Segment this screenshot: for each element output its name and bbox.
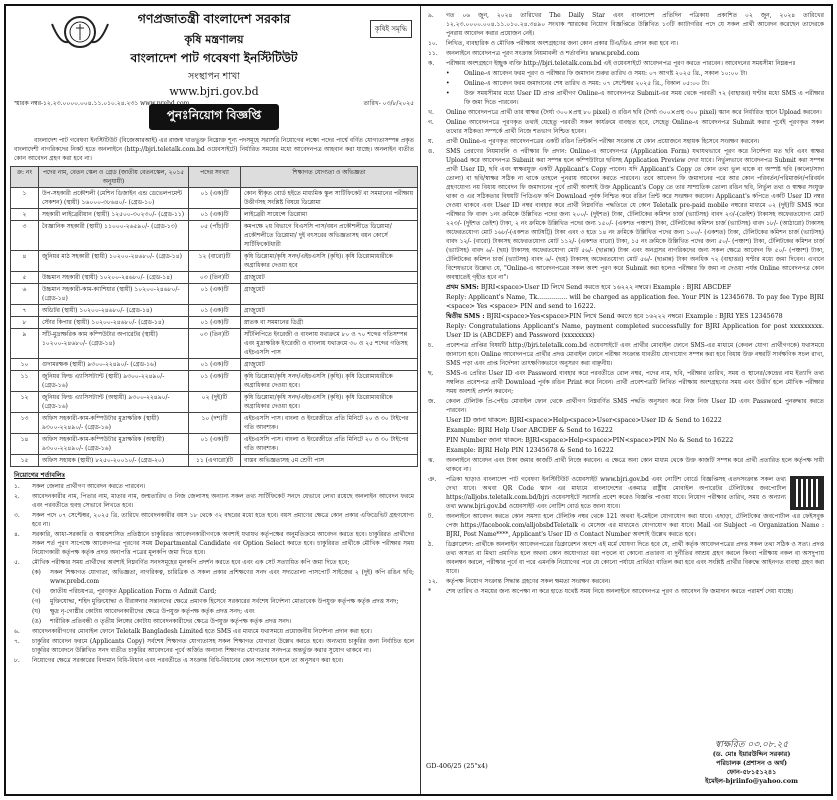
- sms-instruction: [424, 312, 828, 322]
- sms-text: Reply: Congratulations Applicant's Name, payment completed successfully for BJRI Application for post xxxxxxxxx. User ID is (ABCDEF) and Password (xxxxxxxx): [446, 323, 824, 339]
- table-cell: ১৪: [11, 434, 39, 455]
- table-cell: গ্রাজুয়েট: [241, 272, 418, 284]
- table-cell: ০১ (এক)টি: [189, 434, 241, 455]
- term-item: [424, 39, 828, 49]
- sms-instruction: [424, 293, 828, 312]
- table-cell: সাঁটলিপিতে ইংরেজী ও বাংলায় যথাক্রমে ৮০ ও ৭০ শব্দের গতিসম্পন্ন এবং মুদ্রাক্ষরিক ইংরেজী ও বাংলায় যথাক্রমে ৩০ ও ২৫ শব্দের গতিসহ এইচএসসি পাস: [241, 329, 418, 359]
- table-cell: ৮: [11, 317, 39, 329]
- term-text: Online আবেদনপত্রে প্রার্থী তার স্বাক্ষর (দৈর্ঘ্য ৩০০×প্রস্থ ৮০ pixel) ও রঙিন ছবি (দৈর্ঘ্য ৩০০×প্রস্থ ৩০০ pixel) স্ক্যান করে নির্ধারিত স্থানে Upload করবেন।: [446, 109, 822, 116]
- term-item: [10, 482, 418, 492]
- table-cell: কৃষি ডিপ্লোমা/কৃষি সনদ/এইচএসসি (কৃষি)। কৃষি ডিপ্লোমাধারীকে অগ্রাধিকার দেওয়া হবে: [241, 251, 418, 272]
- term-number: ৫.: [14, 559, 20, 566]
- table-cell: ০১ (এক)টি: [189, 209, 241, 221]
- table-cell: বৈজ্ঞানিক সহকারী (স্থায়ী) ১১০০০-২৬৫৯০/- (গ্রেড-১৩): [39, 221, 189, 251]
- table-cell: ৭: [11, 305, 39, 317]
- term-number: ছ.: [428, 370, 434, 377]
- term-item: [424, 341, 828, 369]
- column-divider: [420, 6, 421, 794]
- table-cell: জুনিয়র মাঠ সহকারী (স্থায়ী) ১০২০০-২৪৬৮০/- (গ্রেড-১৪): [39, 251, 189, 272]
- term-text: আবেদনকারীর নাম, পিতার নাম, মাতার নাম, জন্মতারিখ ও নিজ জেলাসহ অন্যান্য সকল তথ্য সার্টিফিকেট সনদে যেভাবে লেখা রয়েছে অনলাইন আবেদন ফরমে এবং পরবর্তীতে হুবহু সেভাবে লিখতে হবে।: [32, 493, 414, 509]
- term-text: [446, 512, 824, 539]
- term-text: মুক্তিযোদ্ধা, শহিদ মুক্তিযোদ্ধা ও বীরাঙ্গনার সন্তানদের ক্ষেত্রে প্রমাণক হিসেবে সরকারের সর্বশেষ নির্দেশনা মোতাবেক উপযুক্ত কর্তৃপক্ষ কর্তৃক প্রদত্ত সনদ;: [50, 598, 399, 605]
- gd-number: GD-406/25 (25"x4): [426, 762, 488, 770]
- term-text: গত ০৬ জুন, ২০২৪ তারিখের The Daily Star এবং বাংলাদেশ প্রতিদিন পত্রিকায় প্রকাশিত ০২ জুন, ২০২৪ তারিখের ১২.২৩.০০০০.০০৪.১১.০১০.২৪.৩৪৯০ সংখ্যক স্মারকের নিয়োগ বিজ্ঞপ্তিতে উল্লিখিত ১৩টি ক্যাটাগরির পদে যে সকল প্রার্থী আবেদন করেছেন তাদেরকে পুনরায় আবেদন করার প্রয়োজন নেই।: [446, 12, 824, 37]
- table-row: [11, 251, 418, 272]
- term-number: চ.: [428, 342, 434, 349]
- term-item: [424, 59, 828, 69]
- term-number: ঠ.: [428, 541, 434, 548]
- term-item: [10, 637, 418, 656]
- table-cell: জুনিয়র ফিল্ড এ্যাসিসট্যান্ট (স্থায়ী) ৯৩০০-২২৪৯০/- (গ্রেড-১৬): [39, 371, 189, 392]
- term-item: [10, 587, 418, 597]
- right-column: [424, 8, 828, 792]
- term-text: অনলাইনে আবেদনপত্র পূরণ সংক্রান্ত নিয়মাবলী ও শর্তাবলিঃ www.prebd.com: [446, 50, 640, 57]
- term-number: খ.: [428, 109, 434, 116]
- signatory-name: (ড. মোঃ ইয়ারউদ্দিন সরকার): [712, 750, 791, 758]
- signature-block: [705, 741, 798, 786]
- sms-label: প্রথম SMS:: [446, 284, 479, 291]
- term-number: ঙ.: [428, 148, 435, 155]
- term-item: [10, 597, 418, 607]
- table-cell: অফিস সহকারী-কাম-কম্পিউটার মুদ্রাক্ষরিক (অস্থায়ী) ৯৩০০-২২৪৯০/- (গ্রেড-১৬): [39, 434, 189, 455]
- term-content: শেষ তারিখ ও সময়ের জন্য অপেক্ষা না করে হাতে যথেষ্ট সময় নিয়ে অনলাইনে আবেদনপত্র পূরণ ও আবেদন ফি জমাদান করতে পরামর্শ দেয়া যাচ্ছে।: [446, 588, 794, 595]
- term-number: ২.: [14, 493, 20, 500]
- term-text: [446, 475, 824, 511]
- term-item: [424, 108, 828, 118]
- term-item: [10, 511, 418, 530]
- term-number: (খ): [32, 588, 41, 595]
- term-item: [10, 617, 418, 627]
- term-number: ৩.: [14, 512, 20, 519]
- table-cell: ১১: [11, 371, 39, 392]
- table-row: [11, 329, 418, 359]
- term-item: [424, 512, 828, 540]
- bullet-icon: •: [446, 70, 450, 77]
- term-number: *: [428, 588, 431, 595]
- table-cell: ৩: [11, 221, 39, 251]
- table-row: [11, 209, 418, 221]
- table-cell: কোন স্বীকৃত বোর্ড হইতে মাধ্যমিক স্কুল সার্টিফিকেট বা সমমানের পরীক্ষায় উত্তীর্ণসহ সংশ্লিষ্ট বিষয়ে ডিপ্লোমা: [241, 188, 418, 209]
- term-number: ৯.: [428, 12, 434, 19]
- term-text: জাতীয় পরিচয়পত্র, পূরণকৃত Application Form ও Admit Card;: [50, 588, 217, 595]
- term-item: [10, 558, 418, 568]
- bullet-icon: •: [446, 90, 450, 97]
- term-content: ডিক্লারেশন: প্রার্থীকে অনলাইন আবেদনপত্রের ডিক্লারেশন অংশে এই মর্মে ঘোষণা দিতে হবে যে, প্রার্থী কর্তৃক আবেদনপত্রের প্রদত্ত সকল তথ্য সঠিক ও সত্য। প্রদত্ত তথ্য অসত্য বা মিথ্যা প্রমাণিত হলে অথবা কোন অযোগ্যতা ধরা পড়লে বা কোনো প্রতারণা বা দুর্নীতির আশ্রয় গ্রহণ করলে কিংবা পরীক্ষায় নকল বা অসদুপায় অবলম্বন করলে, পরীক্ষার পূর্বে বা পরে এমনকি নিয়োগের পরে যে কোনো পর্যায়ে প্রার্থিতা বাতিল করা হবে এবং সংশ্লিষ্ট প্রার্থীর বিরুদ্ধে আইনগত ব্যবস্থা গ্রহণ করা যাবে।: [446, 541, 824, 575]
- table-cell: এইচএসসি পাস। বাংলা ও ইংরেজীতে প্রতি মিনিটে ২০ ও ৩০ টাইপের গতি আবশ্যক।: [241, 434, 418, 455]
- table-row: [11, 284, 418, 305]
- recovery-line-text: User ID জানা থাকলে: BJRI<space>Help<space>User<space>User ID & Send to 16222: [446, 417, 722, 424]
- table-cell: অফিস সহকারী-কাম-কম্পিউটার মুদ্রাক্ষরিক (স্থায়ী) ৯৩০০-২২৪৯০/- (গ্রেড-১৬): [39, 413, 189, 434]
- term-item: [424, 577, 828, 587]
- term-text: Online আবেদনপত্রে পূরণকৃত তথ্যই যেহেতু পরবর্তী সকল কার্যক্রমে ব্যবহৃত হবে, সেহেতু Online-এ আবেদনপত্র Submit করার পূর্বেই পূরণকৃত সকল তথ্যের সঠিকতা সম্পর্কে প্রার্থী নিজে শতভাগ নিশ্চিত হবেন।: [446, 119, 824, 135]
- table-row: [11, 305, 418, 317]
- terms-title: নিয়োগের শর্তাবলিঃ: [14, 471, 66, 479]
- term-number: ৮.: [14, 657, 20, 664]
- intro-paragraph: বাংলাদেশ পাট গবেষণা ইনস্টিটিউট (বিজেআরআই) এর রাজস্ব খাতভুক্ত নিম্নোক্ত শূন্য পদসমূহে সরাসরি নিয়োগের লক্ষ্যে পদের পার্শ্বে বর্ণিত যোগ্যতাসম্পন্ন প্রকৃত বাংলাদেশী নাগরিকদের নিকট হতে অনলাইনে (http://bjri.teletalk.com.bd ওয়েবসাইটে) নির্ধারিত সময়ের মধ্যে আবেদনপত্র আহবান করা যাচ্ছে। অনলাইন ব্যতীত কোন আবেদন গ্রহণ করা হবে না।: [14, 137, 414, 162]
- bullet-text: Online-এ আবেদন ফরম পূরণ ও পরীক্ষার ফি জমাদান শুরুর তারিখ ও সময়: ০৭ আগষ্ট ২০২৫ খ্রি., সকাল ১০:০০ টা।: [464, 70, 748, 77]
- memo-number: স্মারক নম্বর-১২.২৩.০০০০.০০৪.১১.০১০.২৪.২৩১ www.prebd.com: [14, 100, 190, 107]
- term-number: ৭.: [14, 638, 20, 645]
- bullet-text: Online-এ আবেদন ফরম জমাদানের শেষ তারিখ ও সময়: ০৭ সেপ্টেম্বর ২০২৫ খ্রি., বিকাল ০৫:০০ টা।: [464, 80, 709, 87]
- term-item: [424, 540, 828, 577]
- term-text: কেবল টেলিটক প্রি-পেইড মোবাইল ফোন থেকে প্রার্থীগণ নিম্নবর্ণিত SMS পদ্ধতি অনুসরণ করে নিজ নিজ User ID এবং Password পুনরুদ্ধার করতে পারবেন।: [446, 398, 824, 414]
- sms-line: [446, 322, 824, 340]
- term-text: প্রার্থী Online-এ পূরণকৃত আবেদনপত্রের একটি রঙিন প্রিন্টকপি পরীক্ষা সংক্রান্ত যে কোন প্রয়োজনে সহায়ক হিসেবে সংরক্ষণ করবেন।: [446, 138, 760, 145]
- sms-instruction: [424, 283, 828, 293]
- term-number: (ক): [32, 569, 41, 576]
- term-text: [446, 456, 824, 474]
- term-text: আবেদনকারীগণের মোবাইল ফোনে Teletalk Bangladesh Limited হতে SMS এর মাধ্যমে যথাসময়ে প্রয়োজনীয় নির্দেশনা প্রদান করা হবে।: [32, 628, 372, 635]
- table-cell: ৫: [11, 272, 39, 284]
- term-item: [10, 530, 418, 558]
- table-cell: ১২: [11, 392, 39, 413]
- term-text: SMS-এ প্রেরিত User ID এবং Password ব্যবহার করে পরবর্তীতে রোল নম্বর, পদের নাম, ছবি, পরীক্ষার তারিখ, সময় ও স্থানের/কেন্দ্রের নাম ইত্যাদি তথ্য সম্বলিত প্রবেশপত্র প্রার্থী Download পূর্বক রঙিন Print করে নিবেন। প্রার্থী প্রবেশপত্রটি লিখিত পরীক্ষায় অংশগ্রহণের সময় এবং উত্তীর্ণ হলে মৌখিক পরীক্ষার সময় অবশ্যই প্রদর্শন করবেন;: [446, 370, 824, 395]
- table-cell: কৃষি ডিপ্লোমা/কৃষি সনদ/এইচএসসি (কৃষি)। কৃষি ডিপ্লোমাধারীকে অগ্রাধিকার দেওয়া হবে।: [241, 371, 418, 392]
- government-title: গণপ্রজাতন্ত্রী বাংলাদেশ সরকার: [137, 11, 291, 26]
- term-number: (ঙ): [32, 618, 42, 625]
- term-text: SMS প্রেরণের নিয়মাবলি ও পরীক্ষার ফি প্রদান: Online-এ আবেদনপত্র (Application Form) যথাযথভাবে পূরণ করে নির্দেশনা মত ছবি এবং স্বাক্ষর Upload করে আবেদনপত্র Submit করা সম্পন্ন হলে কম্পিউটারে ছবিসহ Application Preview দেখা যাবে। নির্ভুলভাবে আবেদনপত্র Submit করা সম্পন্ন প্রার্থী User ID, ছবি এবং স্বাক্ষরযুক্ত একটি Applicant's Copy পাবেন। যদি Applicant's Copy তে কোন তথ্য ভুল থাকে বা অস্পষ্ট ছবি (কালো/সাদা তোলা) বা ছবি/স্বাক্ষর সঠিক না থাকে তাহলে পুনরায় আবেদন করতে পারবেন। তবে আবেদন ফি জমাদানের পরে আর কোন পরিবর্তন/পরিমার্জন/পরিবর্ধন গ্রহণযোগ্য নয় বিধায় আবেদন ফি জমাদানের পূর্বে প্রার্থী অবশ্যই উক্ত Applicant's Copy তে তার সাম্প্রতিক তোলা রঙিন ছবি, নির্ভুল তথ্য ও স্বাক্ষর সংযুক্ত থাকা ও এর সঠিকতার বিষয়টি পিডিএফ কপি Download পূর্বক নিশ্চিত করে রঙিন প্রিন্ট করে সংরক্ষণ করবেন। Applicant's কপিতে একটি User ID নম্বর দেওয়া থাকবে এবং User ID নম্বর ব্যবহার করে প্রার্থী নিম্নবর্ণিত পদ্ধতিতে যে কোন Teletalk pre-paid mobile নম্বরের মাধ্যমে ০২ (দুই)টি SMS করে পরীক্ষার ফি বাবদ ১নং ক্রমিকে উল্লিখিত পদের জন্য ২০০/- (দুইশত) টাকা, টেলিটকের কমিশন চার্জ (ভ্যাটসহ) বাবদ ২৩/-(তেইশ) টাকাসহ অফেরতযোগ্য মোট ২২৩/- (দুইশত তেইশ) টাকা, ২ নং ক্রমিকে উল্লিখিত পদের জন্য ১৫০/- (একশত পঞ্চাশ) টাকা, টেলিটকের কমিশন চার্জ (ভ্যাটসহ) বাবদ ১৮/- (আঠারো) টাকাসহ অফেরতযোগ্য মোট ১৬৮/-(একশত আটষট্টি) টাকা এবং ৩ হতে ১৪ নং ক্রমিকে উল্লিখিত পদের জন্য ১০০/- (একশত) টাকা, টেলিটকের কমিশন চার্জ (ভ্যাটসহ) বাবদ ১২/- (বারো) টাকাসহ অফেরতযোগ্য মোট ১১২/- (একশত বারো) টাকা, ১৫ নং ক্রমিকে উল্লিখিত পদের জন্য ৫০/- (পঞ্চাশ) টাকা, টেলিটকের কমিশন চার্জ (ভ্যাটসহ) বাবদ ৬/- (ছয়) টাকাসহ অফেরতযোগ্য মোট ৫৬/- (ছাপ্পান্ন) টাকা এবং অনগ্রসর নাগরিকদের জন্য সকল ক্ষেত্রে আবেদন ফি ৫০/- (পঞ্চাশ) টাকা, টেলিটকের কমিশন চার্জ (ভ্যাটসহ) বাবদ ৬/- (ছয়) টাকাসহ অফেরতযোগ্য মোট ৫৬/- (ছাপ্পান্ন) টাকা অনধিক ৭২ (বাহাত্তর) ঘণ্টার মধ্যে জমা দিবেন। এখানে বিশেষভাবে উল্লেখ্য যে, "Online-এ আবেদনপত্রের সকল অংশ পূরণ করে Submit করা হলেও পরীক্ষার ফি জমা না দেওয়া পর্যন্ত Online আবেদনপত্র কোন অবস্থাতেই গৃহীত হবে না"।: [446, 148, 824, 281]
- column-header: ক্র: নং: [11, 167, 39, 188]
- term-item: [424, 11, 828, 39]
- term-item: [10, 568, 418, 587]
- bullet-icon: •: [446, 80, 450, 87]
- term-item: [424, 475, 828, 512]
- table-row: [11, 434, 418, 455]
- table-cell: ০১ (এক)টি: [189, 359, 241, 371]
- table-cell: গ্রাজুয়েট: [241, 359, 418, 371]
- recovery-line-text: Example: BJRI Help PIN 12345678 & Send to 16222: [446, 447, 614, 454]
- notice-title: পুনঃনিয়োগ বিজ্ঞপ্তি: [149, 104, 279, 130]
- term-number: (গ): [32, 598, 41, 605]
- table-cell: ০১ (এক)টি: [189, 317, 241, 329]
- sms-text: BJRI<space>User ID লিখে Send করতে হবে ১৬২২২ নম্বরে। Example : BJRI ABCDEF: [480, 284, 732, 291]
- bullet-item: [424, 69, 828, 79]
- posts-table: [10, 166, 418, 467]
- column-header: শিক্ষাগত যোগ্যতা ও অভিজ্ঞতা: [241, 167, 418, 188]
- table-row: [11, 371, 418, 392]
- term-number: (ঘ): [32, 608, 41, 615]
- table-cell: ০৫ (পাঁচ)টি: [189, 221, 241, 251]
- term-text: সকল শিক্ষাগত যোগ্যতা, অভিজ্ঞতা, নাগরিকত্ব, চারিত্রিক ও সকল প্রকার প্রশিক্ষণের সনদ এবং সদ্যতোলা পাসপোর্ট সাইজের ২ (দুই) কপি রঙিন ছবি; www.prebd.com: [50, 569, 414, 585]
- table-cell: এইচএসসি পাস। বাংলা ও ইংরেজীতে প্রতি মিনিটে ২০ ও ৩০ টাইপের গতি আবশ্যক।: [241, 413, 418, 434]
- term-number: ১০.: [428, 40, 438, 47]
- table-cell: লাইব্রেরী সায়েন্সে ডিপ্লোমা: [241, 209, 418, 221]
- table-cell: ০৩ (তিন)টি: [189, 329, 241, 359]
- signatory-phone: ফোন-৫৮১৫১২৪১: [726, 768, 777, 776]
- term-item: [424, 147, 828, 283]
- term-text: শারীরিক প্রতিবন্ধী ও তৃতীয় লিঙ্গের কোটায় আবেদনকারীদের ক্ষেত্রে উপযুক্ত কর্তৃপক্ষ কর্তৃক প্রদত্ত সনদ।: [50, 618, 292, 625]
- table-cell: স্নাতক বা সমমানের ডিগ্রী: [241, 317, 418, 329]
- term-text: [446, 587, 824, 596]
- table-cell: ৯: [11, 329, 39, 359]
- term-number: ট.: [428, 513, 434, 520]
- term-text: ক্ষুদ্র নৃ-গোষ্ঠীর কোটায় আবেদনকারীদের ক্ষেত্রে উপযুক্ত কর্তৃপক্ষ কর্তৃক প্রদত্ত সনদ; এবং: [50, 608, 255, 615]
- table-cell: ১২ (বারো)টি: [189, 251, 241, 272]
- table-cell: ৪: [11, 251, 39, 272]
- term-text: মৌখিক পরীক্ষার সময় প্রার্থীদের অবশ্যই নিম্নবর্ণিত সনদসমূহের মূলকপি প্রদর্শন করতে হবে এবং এক সেট সত্যায়িত কপি জমা দিতে হবে;: [32, 559, 350, 566]
- table-cell: ০১ (এক)টি: [189, 305, 241, 317]
- table-cell: স্টোর কিপার (স্থায়ী) ১০২০০-২৪৬৮০/- (গ্রেড-১৪): [39, 317, 189, 329]
- term-item: [424, 587, 828, 597]
- term-number: ঝ.: [428, 457, 435, 464]
- term-text: পরীক্ষায় অংশগ্রহণে ইচ্ছুক ব্যক্তি http://bjri.teletalk.com.bd এই ওয়েবসাইটে আবেদনপত্র পূরণ করতে পারবেন। আবেদনের সময়সীমা নিম্নরূপঃ: [446, 60, 796, 67]
- table-cell: কৃষি ডিপ্লোমা/কৃষি সনদ/এইচএসসি (কৃষি)। কৃষি ডিপ্লোমাধারীকে অগ্রাধিকার দেওয়া হবে।: [241, 392, 418, 413]
- left-column: [10, 8, 418, 792]
- column-header: পদের নাম, বেতন স্কেল ও গ্রেড (জাতীয় বেতনস্কেল, ২০১৫ অনুযায়ী): [39, 167, 189, 188]
- term-text: প্রবেশপত্র প্রাপ্তির বিষয়টি http://bjri.teletalk.com.bd ওয়েবসাইটে এবং প্রার্থীর মোবাইল ফোনে SMS-এর মাধ্যমে (কেবল যোগ্য প্রার্থীগণকে) যথাসময়ে জানানো হবে। Online আবেদনপত্রে প্রার্থীর প্রদত্ত মোবাইল ফোনে পরীক্ষা সংক্রান্ত যাবতীয় যোগাযোগ সম্পন্ন করা হবে বিধায় উক্ত নম্বরটি সার্বক্ষণিক সচল রাখা, SMS পড়া এবং প্রাপ্ত নির্দেশনা তাৎক্ষণিকভাবে অনুসরণ করা বাঞ্ছনীয়।: [446, 342, 824, 367]
- term-item: [424, 118, 828, 137]
- term-number: ১২.: [428, 578, 438, 585]
- table-row: [11, 272, 418, 284]
- term-text: নিয়োগের ক্ষেত্রে সরকারের বিদ্যমান বিধি-বিধান এবং পরবর্তীতে এ সংক্রান্ত বিধি-বিধানের কোন সংশোধন হলে তা অনুসরণ করা হবে।: [32, 657, 344, 664]
- term-item: [10, 607, 418, 617]
- notice-frame: [4, 4, 833, 796]
- sms-label: দ্বিতীয় SMS :: [446, 313, 485, 320]
- signatory-title: পরিচালক (প্রশাসন ও অর্থ): [716, 759, 788, 767]
- institute-title: বাংলাদেশ পাট গবেষণা ইনস্টিটিউট: [130, 51, 298, 65]
- table-cell: সহকারী লাইব্রেরীয়ান (স্থায়ী) ১২৫০০-৩০২৩০/- (গ্রেড-১১): [39, 209, 189, 221]
- term-content: পত্রিকা ছাড়াও বাংলাদেশ পাট গবেষণা ইনস্টিটিউট ওয়েবসাইট www.bjri.gov.bd এবং নোটিশ বোর্ডে বিজ্ঞপ্তিসহ এতদসংক্রান্ত সকল তথ্য দেখা যাবে। অথবা QR Code স্ক্যান এর মাধ্যমে বাংলাদেশের একমাত্র রাষ্ট্রীয় মোবাইল অপারেটর টেলিটকের জবপোর্টাল https://alljobs.teletalk.com.bd/bjri ওয়েবসাইটে সরাসরি প্রবেশ করেও বিজ্ঞপ্তি পাওয়া যাবে। নিয়োগ পরীক্ষার তারিখ, সময় ও অন্যান্য তথ্য www.bjri.gov.bd ওয়েবসাইট এবং নোটিশ বোর্ড হতে জানা যাবে।: [446, 476, 786, 510]
- table-cell: ০২ (দুই)টি: [189, 392, 241, 413]
- table-cell: অডিটর (স্থায়ী) ১০২০০-২৪৬৮০/- (গ্রেড-১৪): [39, 305, 189, 317]
- term-text: চাকুরির আবেদন ফরমে (Applicants Copy) সর্বশেষ শিক্ষাগত যোগ্যতাসহ সকল শিক্ষাগত যোগ্যতা উল্লেখ করতে হবে। অন্যথায় চাকুরির জন্য নির্বাচিত হলে চাকুরির আবেদনে উল্লিখিত সনদ ব্যতীত চাকুরির আবেদনের পূর্বে অর্জিত অন্যান্য শিক্ষাগত যোগ্যতার সনদপত্র অন্তর্ভুক্ত করার সুযোগ থাকবে না।: [32, 638, 414, 654]
- term-item: [424, 456, 828, 475]
- table-row: [11, 455, 418, 467]
- table-cell: বাস্তব অভিজ্ঞতাসহ ৫ম শ্রেণী পাস: [241, 455, 418, 467]
- table-cell: ১৩: [11, 413, 39, 434]
- term-content: অনলাইনে আবেদন করতে কোন সমস্যা হলে টেলিটক নম্বর থেকে 121 অথবা ই-মেইলে যোগাযোগ করা যাবে। এছাড়া, টেলিটকের জবপোর্টাল এর ফেইসবুক পেজ https://facebook.com/alljobsbdTeletalk এ মেসেজ এর মাধ্যমেও যোগাযোগ করা যাবে। Mail এর Subject -এ Organization Name : BJRI, Post Name****, Applicant's User ID ও Contact Number অবশ্যই উল্লেখ করতে হবে।: [446, 513, 824, 538]
- term-text: [446, 540, 824, 576]
- term-item: [424, 137, 828, 147]
- term-number: ক.: [428, 60, 435, 67]
- term-item: [424, 49, 828, 59]
- term-text: সকল পদে ০৭ সেপ্টেম্বর, ২০২৫ খ্রি. তারিখে আবেদনকারীর বয়স ১৮ থেকে ৩২ বছরের মধ্যে হতে হবে। বয়স প্রমাণের ক্ষেত্রে কোন প্রকার এফিডেভিট গ্রহণযোগ্য হবে না।: [32, 512, 414, 528]
- table-cell: জুনিয়র ফিল্ড এ্যাসিসট্যান্ট (অস্থায়ী) ৯৩০০-২২৪৯০/- (গ্রেড-১৬): [39, 392, 189, 413]
- table-cell: গ্রাজুয়েট: [241, 284, 418, 305]
- term-number: ঞ.: [428, 476, 437, 483]
- sms-line: [446, 312, 824, 321]
- table-row: [11, 413, 418, 434]
- table-cell: ০১ (এক)টি: [189, 188, 241, 209]
- website: www.bjri.gov.bd: [169, 85, 259, 98]
- sms-line: [446, 293, 824, 311]
- qr-code-icon: [790, 476, 824, 510]
- term-item: [424, 397, 828, 416]
- table-cell: ০১ (এক)টি: [189, 371, 241, 392]
- table-cell: কমপক্ষে ২য় বিভাগে বিএসসি পাস/বয়ন প্রকৌশলীতে ডিপ্লোমা/ প্রকৌশলীতে ডিপ্লোমা/ দুই বৎসরের অভিজ্ঞতাসহ বয়ন কোর্সে সার্টিফিকেটধারী: [241, 221, 418, 251]
- sms-instruction: [424, 322, 828, 341]
- table-cell: ২: [11, 209, 39, 221]
- table-row: [11, 317, 418, 329]
- sms-text: Reply: Applicant's Name, Tk............... will be charged as application fee. Your PIN is 12345678. To pay fee Type BJRI <space> Yes <space> PIN and send to 16222.: [446, 294, 824, 310]
- bullet-item: [424, 89, 828, 108]
- table-cell: ১১ (এগারো)টি: [189, 455, 241, 467]
- term-item: [10, 656, 418, 666]
- notice-header: [10, 8, 418, 107]
- recovery-line: [424, 426, 828, 436]
- term-number: ১১.: [428, 50, 438, 57]
- motto-box: কৃষিই সমৃদ্ধি: [370, 20, 412, 38]
- ministry-title: কৃষি মন্ত্রণালয়: [184, 33, 244, 46]
- column-header: পদের সংখ্যা: [189, 167, 241, 188]
- term-number: ঘ.: [428, 138, 434, 145]
- table-row: [11, 359, 418, 371]
- table-cell: উচ্চমান সহকারী (স্থায়ী) ১০২০০-২৪৬৮০/- (গ্রেড-১৪): [39, 272, 189, 284]
- bullet-item: [424, 79, 828, 89]
- term-number: গ.: [428, 119, 434, 126]
- recovery-line-text: PIN Number জানা থাকলে: BJRI<space>Help<space>PIN<space>PIN No & Send to 16222: [446, 437, 734, 444]
- recovery-line: [424, 416, 828, 426]
- signature-mark: স্বাক্ষরিত ০৩.০৮.২৫: [714, 740, 789, 750]
- table-cell: ১: [11, 188, 39, 209]
- term-item: [10, 627, 418, 637]
- term-number: জ.: [428, 398, 436, 405]
- recovery-line: [424, 436, 828, 446]
- term-item: [424, 369, 828, 397]
- table-cell: গ্রাজুয়েট: [241, 305, 418, 317]
- table-row: [11, 221, 418, 251]
- table-cell: ১০ (দশ)টি: [189, 413, 241, 434]
- table-cell: ১৫: [11, 455, 39, 467]
- table-cell: ১০: [11, 359, 39, 371]
- term-number: ৬.: [14, 628, 20, 635]
- notice-date: তারিখ- ০৩/৮/২০২৫: [363, 100, 414, 107]
- term-number: ৪.: [14, 531, 20, 538]
- term-content: কর্তৃপক্ষ নিয়োগ সংক্রান্ত সিদ্ধান্ত গ্রহণের সকল ক্ষমতা সংরক্ষণ করবেন।: [446, 578, 611, 585]
- term-content: অনলাইনে আবেদন এবং টাকা জমার কাজটি প্রার্থী নিজে করবেন। এ ক্ষেত্রে অন্য কোন মাধ্যম থেকে উক্ত কাজটি সম্পন্ন করে প্রার্থী প্রতারিত হলে কর্তৃপক্ষ দায়ী থাকবে না।: [446, 457, 824, 473]
- sms-line: [446, 283, 824, 292]
- term-item: [10, 492, 418, 511]
- table-cell: ০১ (এক)টি: [189, 284, 241, 305]
- table-cell: সাঁট-মুদ্রাক্ষরিক কাম কম্পিউটার অপারেটর (স্থায়ী) ১০২০০-২৪৬৮০/- (গ্রেড-১৪): [39, 329, 189, 359]
- bjri-logo-icon: [50, 14, 110, 50]
- bullet-text: উক্ত সময়সীমার মধ্যে User ID প্রাপ্ত প্রার্থীগণ Online-এ আবেদনপত্র Submit-এর সময় থেকে পরবর্তী ৭২ (বাহাত্তর) ঘণ্টার মধ্যে SMS এ পরীক্ষার ফি জমা দিতে পারবেন।: [464, 90, 824, 106]
- recovery-line: [424, 446, 828, 456]
- table-cell: উপ-সহকারী প্রকৌশলী (মেশিন ডিজাইন এন্ড ডেভেলপমেন্ট সেকশন) (স্থায়ী) ১৬০০০-৩৮৬৪০/- (গ্রেড-১০): [39, 188, 189, 209]
- table-row: [11, 188, 418, 209]
- table-cell: উচ্চমান সহকারী-কাম-ক্যাশিয়ার (স্থায়ী) ১০২০০-২৪৬৮০/- (গ্রেড-১৪): [39, 284, 189, 305]
- term-text: লিখিত, ব্যবহারিক ও মৌখিক পরীক্ষায় অংশগ্রহণের জন্য কোন প্রকার টিএ/ডিএ প্রদান করা হবে না।: [446, 40, 679, 47]
- term-text: সরকারি, আধা-সরকারি ও স্বায়ত্তশাসিত প্রতিষ্ঠানে চাকুরিরত আবেদনকারীগণকে অবশ্যই যথাযথ কর্তৃপক্ষের অনুমতিক্রমে আবেদন করতে হবে। চাকুরিরত প্রার্থীদের সকল শর্ত পূরণ সাপেক্ষে আবেদনপত্র পূরণের সময় Departmental Candidate এর Option Select করতে হবে। চাকুরিরত প্রার্থীকে মৌখিক পরীক্ষার সময় নিয়োগকারী কর্তৃপক্ষ কর্তৃক প্রদত্ত অনাপত্তি পত্রের মূলকপি জমা দিতে হবে।: [32, 531, 414, 556]
- term-text: সকল জেলার প্রার্থীগণ আবেদন করতে পারবেন।: [32, 483, 146, 490]
- branch-title: সংস্থাপন শাখা: [188, 71, 240, 82]
- table-row: [11, 392, 418, 413]
- table-cell: ০৩ (তিন)টি: [189, 272, 241, 284]
- table-cell: অফিস সহায়ক (স্থায়ী) ৮২৫০-২০০১০/- (গ্রেড-২০): [39, 455, 189, 467]
- sms-text: BJRI<space>Yes<space>PIN লিখে Send করতে হবে ১৬২২২ নম্বরে। Example : BJRI YES 12345678: [486, 313, 783, 320]
- term-number: ১.: [14, 483, 20, 490]
- recovery-line-text: Example: BJRI Help User ABCDEF & Send to 16222: [446, 427, 613, 434]
- signatory-email: ইমেইল-bjriinfo@yahoo.com: [705, 777, 798, 785]
- table-cell: গুদামরক্ষক (স্থায়ী) ৯৩০০-২২৪৯০/- (গ্রেড-১৬): [39, 359, 189, 371]
- term-text: [446, 577, 824, 586]
- table-cell: ৬: [11, 284, 39, 305]
